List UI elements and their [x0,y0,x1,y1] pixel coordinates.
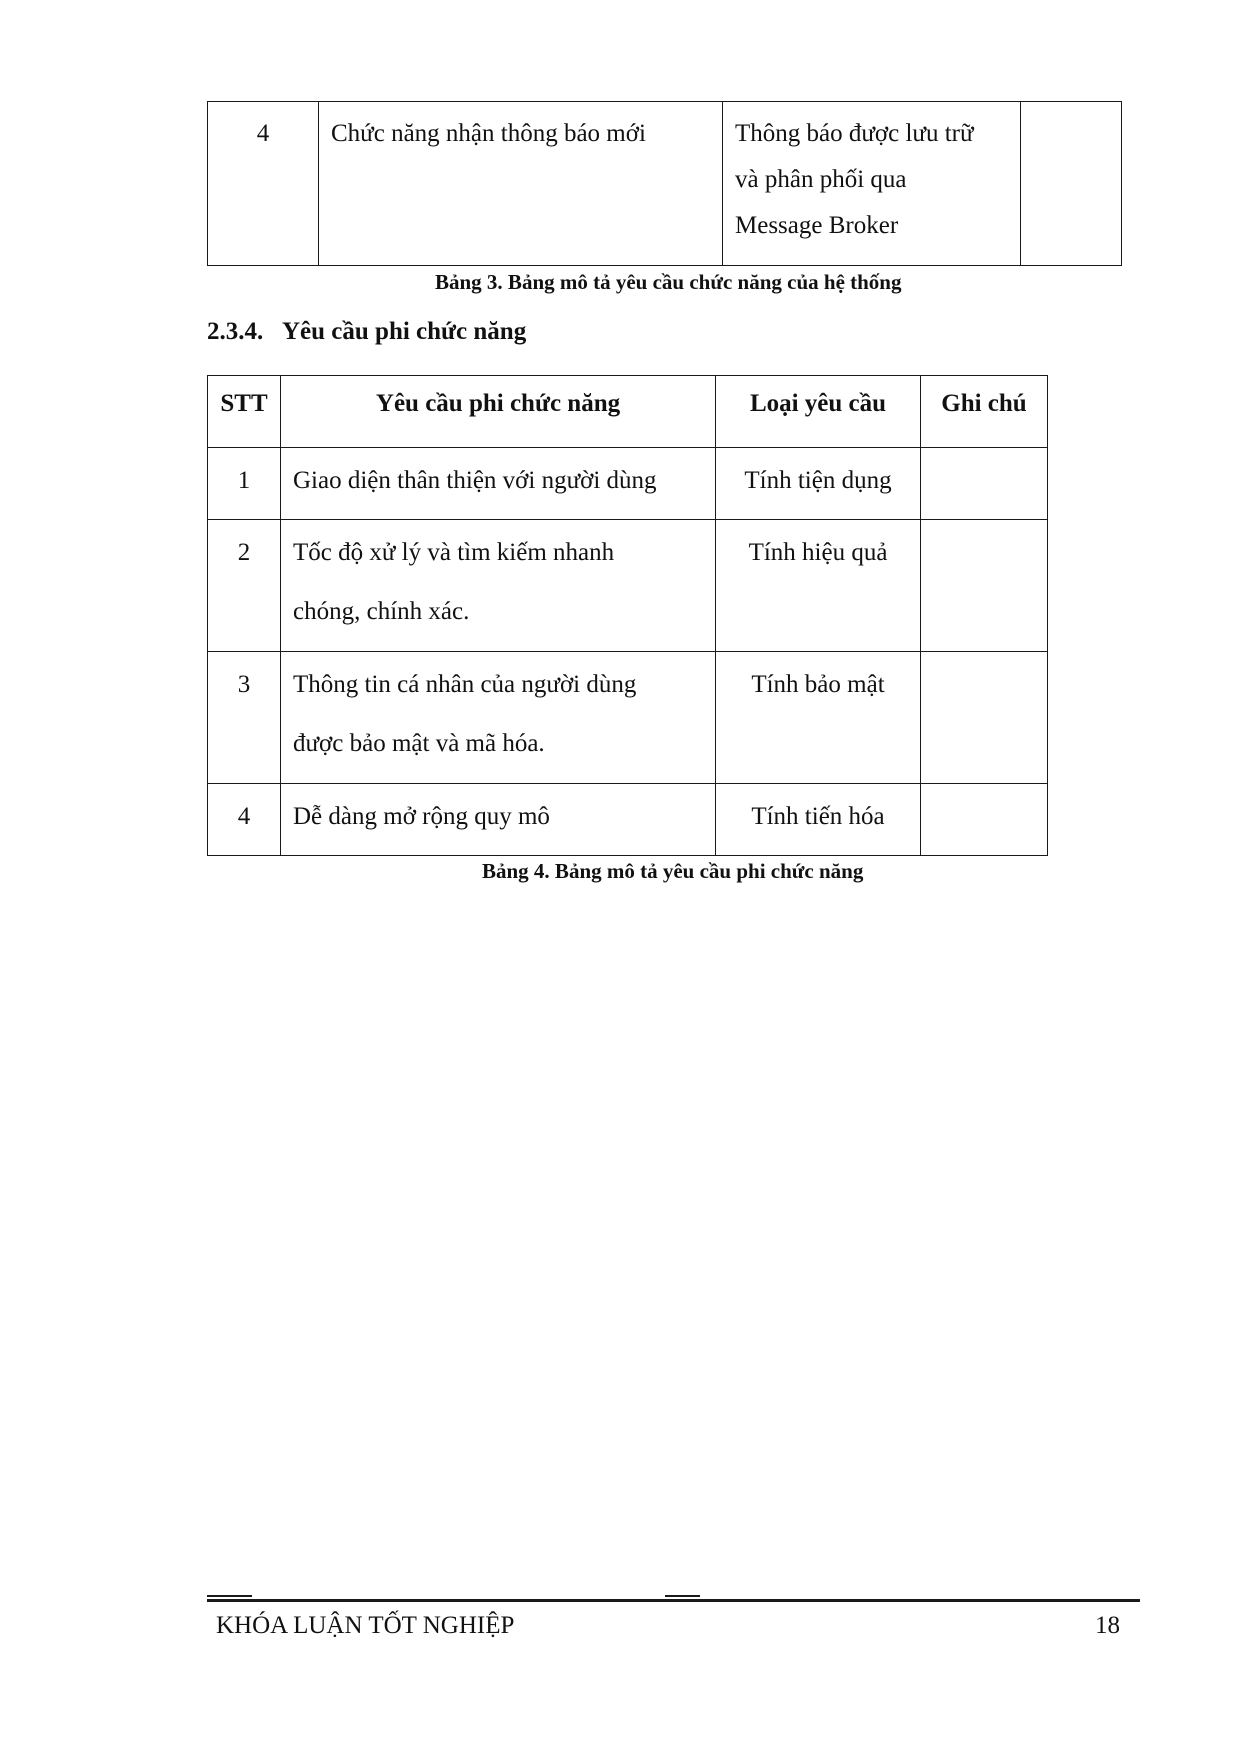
header-stt: STT [208,376,281,448]
note-cell [921,652,1048,784]
stt-cell: 4 [208,102,319,266]
table-header-row [208,376,1048,448]
table-row [208,652,1048,784]
section-title: Yêu cầu phi chức năng [282,318,527,345]
header-note: Ghi chú [921,376,1048,448]
table4-caption: Bảng 4. Bảng mô tả yêu cầu phi chức năng [482,859,864,883]
description-line: Thông báo được lưu trữ [735,120,974,147]
note-cell [921,448,1048,520]
table3-caption: Bảng 3. Bảng mô tả yêu cầu chức năng của hệ thống [435,270,902,294]
table-row [208,102,1122,266]
footer-rule-short-mid [665,1595,700,1597]
section-number: 2.3.4. [207,318,264,345]
table-row [208,784,1048,856]
table-row [208,520,1048,652]
description-line: Message Broker [735,212,899,239]
footer-rule [207,1599,1140,1602]
function-cell: Chức năng nhận thông báo mới [319,102,723,266]
requirement-line: Thông tin cá nhân của người dùng [293,671,637,698]
footer-rule-short-left [207,1595,252,1597]
page-number: 18 [1095,1612,1120,1639]
requirement-line: Dễ dàng mở rộng quy mô [293,803,550,830]
section-heading [207,318,526,346]
type-cell: Tính tiến hóa [716,784,921,856]
stt-cell: 1 [208,448,281,520]
requirement-cell [281,520,716,652]
requirement-line: Giao diện thân thiện với người dùng [293,467,657,494]
requirement-cell [281,784,716,856]
requirement-line: được bảo mật và mã hóa. [293,730,545,757]
footer-title: KHÓA LUẬN TỐT NGHIỆP [216,1612,515,1639]
table-row [208,448,1048,520]
note-cell [921,784,1048,856]
requirement-cell [281,448,716,520]
note-cell [921,520,1048,652]
header-requirement: Yêu cầu phi chức năng [281,376,716,448]
requirement-line: chóng, chính xác. [293,598,470,625]
functional-requirements-table [207,101,1122,266]
header-type: Loại yêu cầu [716,376,921,448]
stt-cell: 4 [208,784,281,856]
type-cell: Tính bảo mật [716,652,921,784]
note-cell [1021,102,1122,266]
non-functional-requirements-table [207,375,1048,856]
type-cell: Tính hiệu quả [716,520,921,652]
stt-cell: 2 [208,520,281,652]
type-cell: Tính tiện dụng [716,448,921,520]
requirement-line: Tốc độ xử lý và tìm kiếm nhanh [293,539,615,566]
description-line: và phân phối qua [735,166,907,193]
requirement-cell [281,652,716,784]
stt-cell: 3 [208,652,281,784]
description-cell [723,102,1021,266]
